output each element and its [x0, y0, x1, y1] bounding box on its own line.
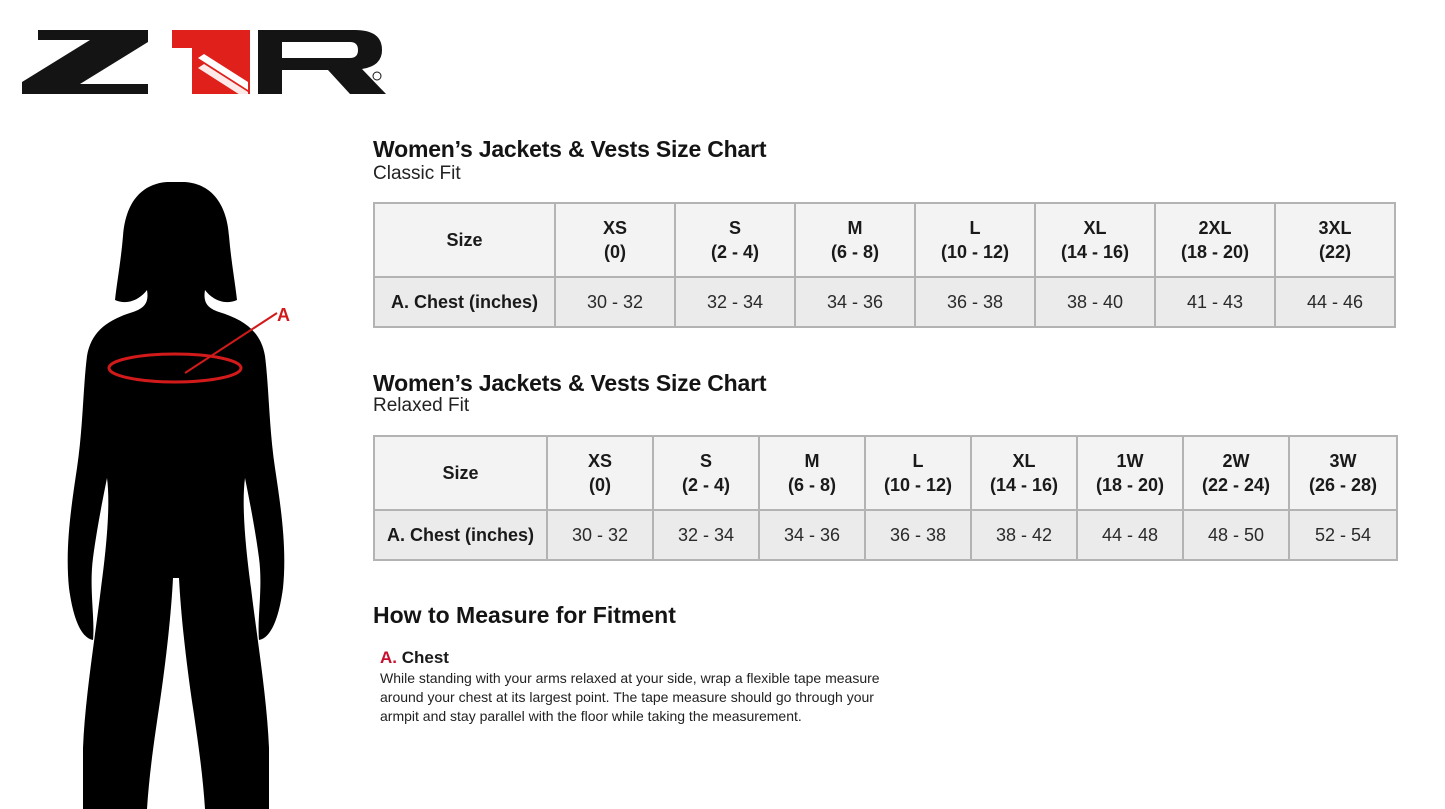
chest-value-cell: 44 - 48	[1077, 510, 1183, 560]
size-range: (10 - 12)	[883, 475, 953, 495]
measure-letter: A.	[380, 648, 397, 667]
size-range: (10 - 12)	[940, 242, 1010, 262]
size-name: XL	[1083, 218, 1107, 238]
size-range: (2 - 4)	[710, 242, 759, 262]
size-name: 3XL	[1318, 218, 1352, 238]
measure-name: Chest	[401, 648, 449, 667]
size-header-label: Size	[374, 203, 555, 277]
size-header-cell	[1183, 436, 1289, 510]
relaxed-chart-subtitle: Relaxed Fit	[373, 395, 470, 416]
size-name: XS	[587, 451, 612, 471]
size-header-cell	[1077, 436, 1183, 510]
size-name: M	[847, 218, 863, 238]
chest-value-cell: 34 - 36	[759, 510, 865, 560]
chest-value-cell: 36 - 38	[865, 510, 971, 560]
size-header-cell	[1289, 436, 1397, 510]
chest-value-cell: 36 - 38	[915, 277, 1035, 327]
woman-silhouette	[55, 178, 305, 809]
size-name: S	[699, 451, 712, 471]
chest-value-cell: 52 - 54	[1289, 510, 1397, 560]
size-header-cell	[555, 203, 675, 277]
size-range: (22 - 24)	[1201, 475, 1271, 495]
size-header-cell	[675, 203, 795, 277]
size-header-cell	[1155, 203, 1275, 277]
size-range: (18 - 20)	[1180, 242, 1250, 262]
size-header-cell	[915, 203, 1035, 277]
relaxed-header-row	[374, 436, 1397, 510]
classic-header-row	[374, 203, 1395, 277]
size-header-label: Size	[374, 436, 547, 510]
size-header-cell	[865, 436, 971, 510]
size-name: XL	[1012, 451, 1036, 471]
chest-row-label: A. Chest (inches)	[374, 510, 547, 560]
classic-chart-title: Women’s Jackets & Vests Size Chart	[373, 136, 767, 162]
chest-value-cell: 30 - 32	[547, 510, 653, 560]
chest-value-cell: 38 - 42	[971, 510, 1077, 560]
size-name: L	[912, 451, 924, 471]
size-range: (18 - 20)	[1095, 475, 1165, 495]
size-range: (14 - 16)	[1060, 242, 1130, 262]
chest-value-cell: 44 - 46	[1275, 277, 1395, 327]
how-to-measure-title: How to Measure for Fitment	[373, 602, 676, 628]
classic-chart-subtitle: Classic Fit	[373, 163, 461, 184]
measure-chest-description: While standing with your arms relaxed at your side, wrap a flexible tape measure around your chest at its largest point. The tape measure should go through your armpit and stay parallel with the floor while taking the measurement.	[380, 670, 880, 724]
classic-chest-row	[374, 277, 1395, 327]
chest-value-cell: 38 - 40	[1035, 277, 1155, 327]
size-range: (2 - 4)	[681, 475, 730, 495]
chest-value-cell: 41 - 43	[1155, 277, 1275, 327]
size-name: 2XL	[1198, 218, 1232, 238]
chest-marker-label: A	[277, 305, 290, 325]
chest-value-cell: 32 - 34	[653, 510, 759, 560]
chest-value-cell: 48 - 50	[1183, 510, 1289, 560]
size-header-cell	[1275, 203, 1395, 277]
chest-value-cell: 30 - 32	[555, 277, 675, 327]
size-name: 1W	[1116, 451, 1144, 471]
size-name: S	[728, 218, 741, 238]
size-name: XS	[602, 218, 627, 238]
size-range: (0)	[604, 242, 626, 262]
size-header-cell	[795, 203, 915, 277]
size-header-cell	[759, 436, 865, 510]
size-name: 2W	[1222, 451, 1250, 471]
relaxed-chart-title: Women’s Jackets & Vests Size Chart	[373, 370, 767, 396]
chest-row-label: A. Chest (inches)	[374, 277, 555, 327]
relaxed-chest-row	[374, 510, 1397, 560]
size-range: (6 - 8)	[830, 242, 879, 262]
chest-value-cell: 32 - 34	[675, 277, 795, 327]
relaxed-size-table	[373, 435, 1398, 561]
size-range: (14 - 16)	[989, 475, 1059, 495]
size-header-cell	[653, 436, 759, 510]
z1r-logo	[20, 28, 390, 96]
size-name: 3W	[1329, 451, 1357, 471]
chest-value-cell: 34 - 36	[795, 277, 915, 327]
size-range: (26 - 28)	[1308, 475, 1378, 495]
measure-chest-heading	[380, 648, 449, 668]
size-header-cell	[547, 436, 653, 510]
size-range: (6 - 8)	[787, 475, 836, 495]
size-name: L	[969, 218, 981, 238]
size-range: (22)	[1318, 242, 1351, 262]
classic-size-table	[373, 202, 1396, 328]
size-name: M	[804, 451, 820, 471]
size-range: (0)	[589, 475, 611, 495]
size-header-cell	[971, 436, 1077, 510]
size-header-cell	[1035, 203, 1155, 277]
